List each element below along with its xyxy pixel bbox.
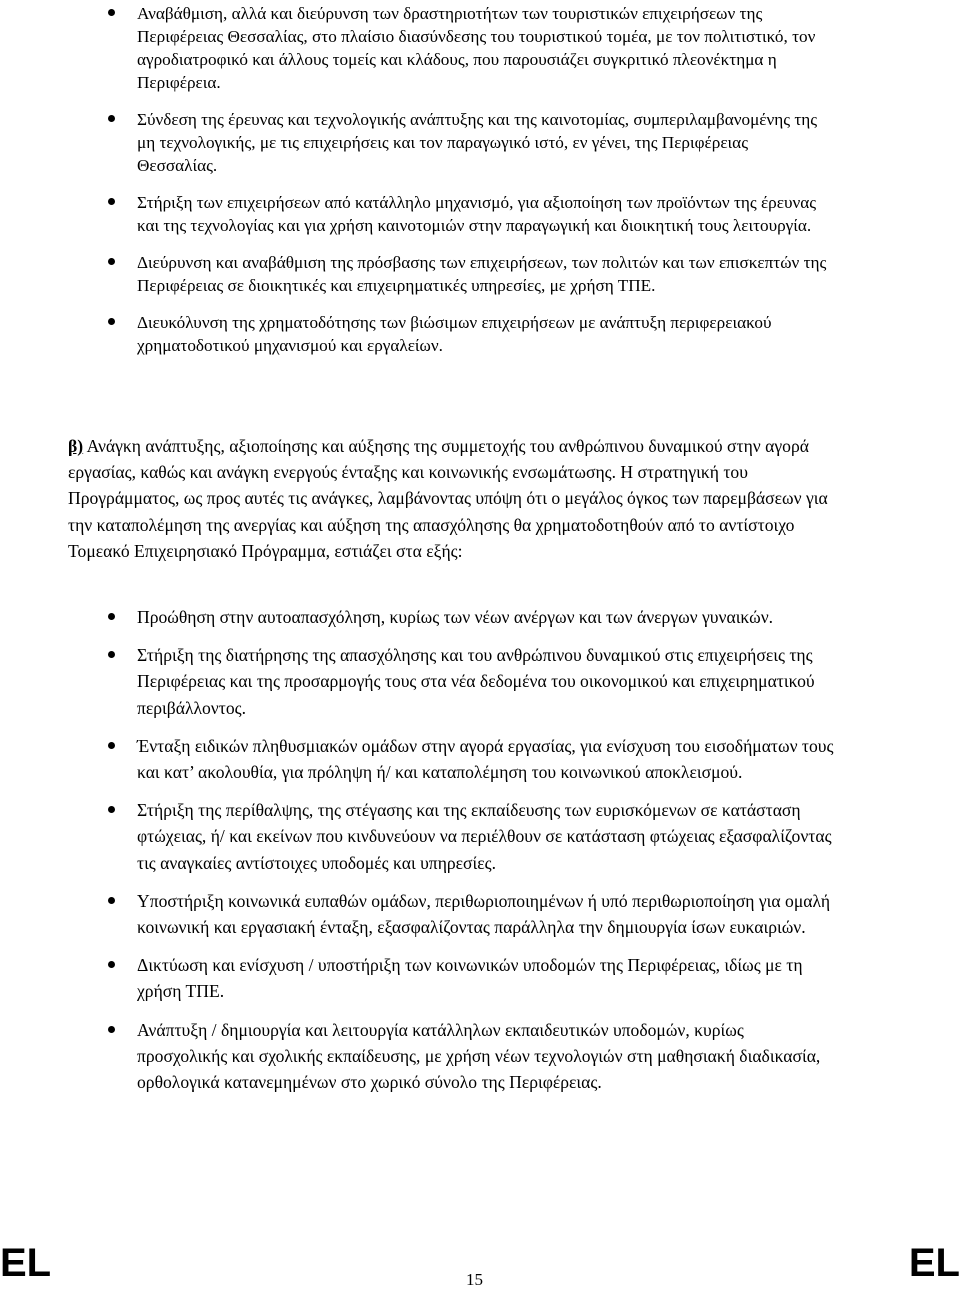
bullet-icon — [108, 198, 115, 205]
bullet-list-1 — [137, 2, 827, 371]
list-item: Σύνδεση της έρευνας και τεχνολογικής ανάπτυξης και της καινοτομίας, συμπεριλαμβανομένης της μη τεχνολογικής, με τις επιχειρήσεις και τον παραγωγικό ιστό, εν γένει, της Περιφέρειας Θεσσαλίας. — [137, 108, 827, 177]
bullet-list-2 — [137, 604, 837, 1107]
list-item: Στήριξη της διατήρησης της απασχόλησης και του ανθρώπινου δυναμικού στις επιχειρήσεις της Περιφέρειας και της προσαρμογής τους στα νέα δεδομένα του οικονομικού και επιχειρηματικού περιβάλλοντος. — [137, 642, 837, 721]
list-item: Ανάπτυξη / δημιουργία και λειτουργία κατάλληλων εκπαιδευτικών υποδομών, κυρίως προσχολικής και σχολικής εκπαίδευσης, με χρήση νέων τεχνολογιών στη μαθησιακή διαδικασία, ορθολογικά κατανεμημένων στο χωρικό σύνολο της Περιφέρειας. — [137, 1017, 837, 1096]
footer-language-right: EL — [908, 1241, 960, 1285]
list-item: Στήριξη της περίθαλψης, της στέγασης και της εκπαίδευσης των ευρισκόμενων σε κατάσταση φτώχειας, ή/ και εκείνων που κινδυνεύουν να περιέλθουν σε κατάσταση φτώχειας εξασφαλίζοντας τις αναγκαίες αντίστοιχες υποδομές και υπηρεσίες. — [137, 797, 837, 876]
section-b-label: β) — [68, 436, 84, 456]
bullet-icon — [108, 651, 115, 658]
page-number: 15 — [466, 1270, 483, 1289]
list-item: Διεύρυνση και αναβάθμιση της πρόσβασης των επιχειρήσεων, των πολιτών και των επισκεπτών της Περιφέρειας σε διοικητικές και επιχειρηματικές υπηρεσίες, με χρήση ΤΠΕ. — [137, 251, 827, 297]
list-item: Υποστήριξη κοινωνικά ευπαθών ομάδων, περιθωριοποιημένων ή υπό περιθωριοποίηση για ομαλή κοινωνική και εργασιακή ένταξη, εξασφαλίζοντας παράλληλα την δημιουργία ίσων ευκαιριών. — [137, 888, 837, 940]
section-b-paragraph — [68, 433, 848, 564]
bullet-icon — [108, 897, 115, 904]
list-item: Δικτύωση και ενίσχυση / υποστήριξη των κοινωνικών υποδομών της Περιφέρειας, ιδίως με τη χρήση ΤΠΕ. — [137, 952, 837, 1004]
bullet-icon — [108, 318, 115, 325]
list-item: Ένταξη ειδικών πληθυσμιακών ομάδων στην αγορά εργασίας, για ενίσχυση του εισοδήματων τους και κατ’ ακολουθία, για πρόληψη ή/ και καταπολέμηση του κοινωνικού αποκλεισμού. — [137, 733, 837, 785]
bullet-icon — [108, 806, 115, 813]
section-b-text: Ανάγκη ανάπτυξης, αξιοποίησης και αύξησης της συμμετοχής του ανθρώπινου δυναμικού στην αγορά εργασίας, καθώς και ανάγκη ενεργούς ένταξης και κοινωνικής ενσωμάτωσης. Η στρατηγική του Προγράμματος, ως προς αυτές τις ανάγκες, λαμβάνοντας υπόψη ότι ο μεγάλος όγκος των παρεμβάσεων για την καταπολέμηση της ανεργίας και αύξηση της απασχόλησης θα χρηματοδοτηθούν από το αντίστοιχο Τομεακό Επιχειρησιακό Πρόγραμμα, εστιάζει στα εξής: — [68, 436, 828, 561]
list-item: Στήριξη των επιχειρήσεων από κατάλληλο μηχανισμό, για αξιοποίηση των προϊόντων της έρευνας και της τεχνολογίας και για χρήση καινοτομιών στην παραγωγική και διοικητική τους λειτουργία. — [137, 191, 827, 237]
bullet-icon — [108, 1026, 115, 1033]
bullet-icon — [108, 613, 115, 620]
list-item: Αναβάθμιση, αλλά και διεύρυνση των δραστηριοτήτων των τουριστικών επιχειρήσεων της Περιφέρειας Θεσσαλίας, στο πλαίσιο διασύνδεσης του τουριστικού τομέα, με τον πολιτιστικό, τον αγροδιατροφικό και άλλους τομείς και κλάδους, που παρουσιάζει συγκριτικό πλεονέκτημα η Περιφέρεια. — [137, 2, 827, 94]
list-item: Διευκόλυνση της χρηματοδότησης των βιώσιμων επιχειρήσεων με ανάπτυξη περιφερειακού χρηματοδοτικού μηχανισμού και εργαλείων. — [137, 311, 827, 357]
footer-language-left: EL — [0, 1241, 52, 1285]
list-item: Προώθηση στην αυτοαπασχόληση, κυρίως των νέων ανέργων και των άνεργων γυναικών. — [137, 604, 837, 630]
bullet-icon — [108, 742, 115, 749]
bullet-icon — [108, 258, 115, 265]
bullet-icon — [108, 9, 115, 16]
bullet-icon — [108, 961, 115, 968]
bullet-icon — [108, 115, 115, 122]
